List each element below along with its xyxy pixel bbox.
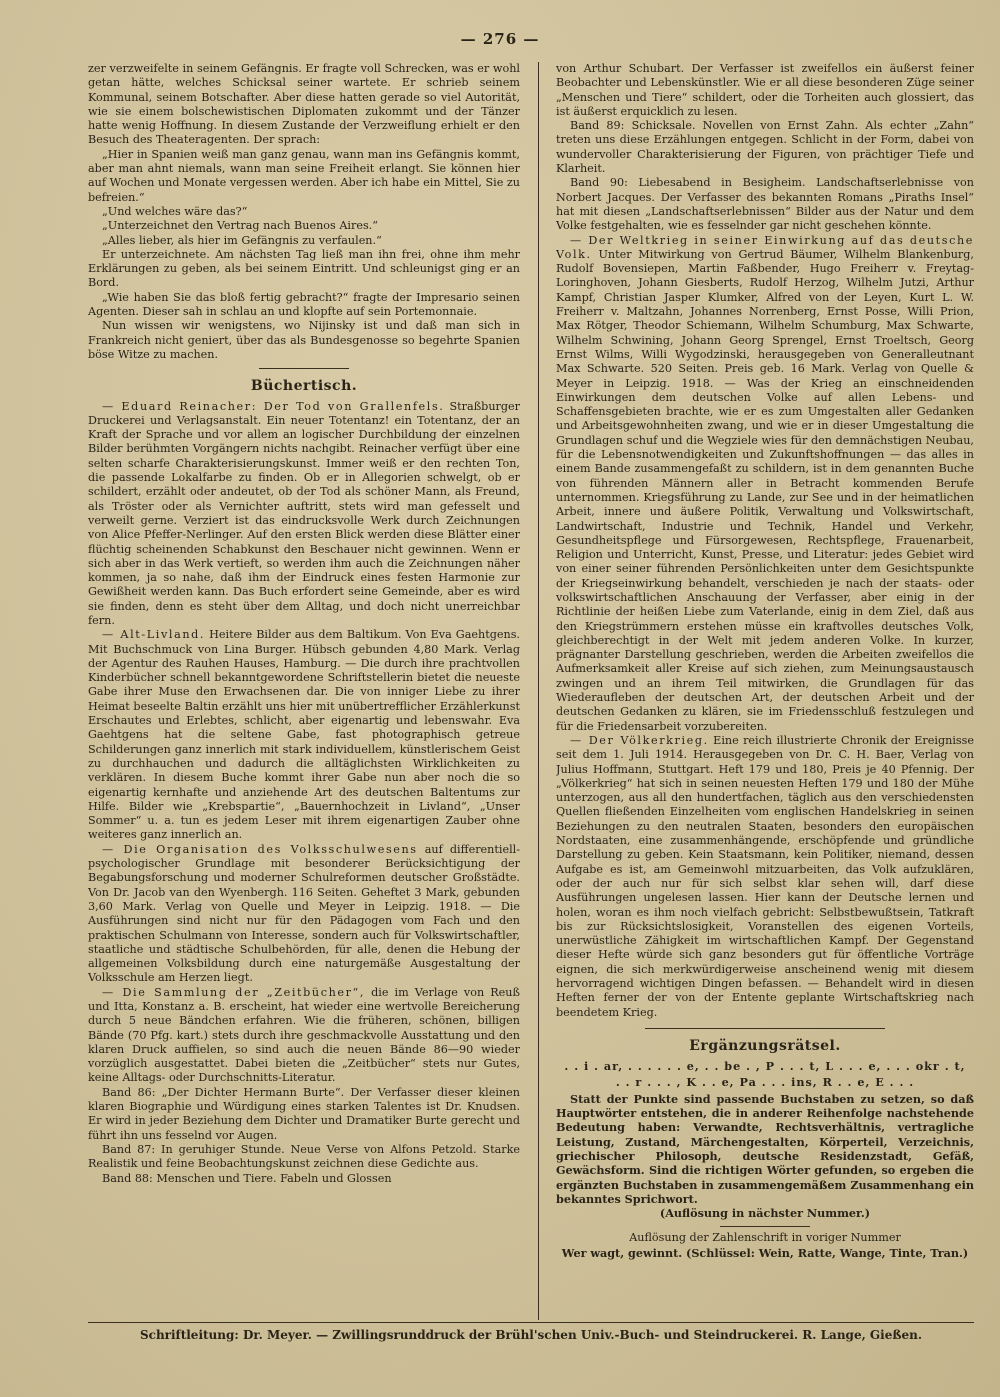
puzzle-text: Statt der Punkte sind passende Buchstaben zu setzen, so daß Hauptwörter entstehen, die in anderer Reihenfolge nachstehende Bedeutung haben: Verwandte, Rechtsverhältnis, vertragliche Leistung, Zustand, Märchengestalten, Körperteil, Verzeichnis, griechischer Philosoph, deutsche Residenzstadt, Gefäß, Gewächsform. Sind die richtigen Wörter gefunden, so ergeben die ergänzten Buchstaben in zusammengemäßem Zusammenhang ein bekanntes Sprichwort. bbox=[556, 1091, 974, 1206]
review-lead: — Alt-Livland. bbox=[102, 628, 206, 642]
right-column bbox=[556, 62, 974, 1317]
separator-rule bbox=[645, 1028, 885, 1029]
review-lead: — Eduard Reinacher: Der Tod von Grallenfels. bbox=[102, 399, 445, 413]
review-text: auf differentiell-psychologischer Grundlage mit besonderer Berücksichtigung der Begabungsforschung und moderner Schulreformen deutscher Großstädte. Von Dr. Jacob van den Wyenbergh. 116 Seiten. Geheftet 3 Mark, gebunden 3,60 Mark. Verlag von Quelle und Meyer in Leipzig. 1918. — Die Ausführungen sind nicht nur für den Pädagogen vom Fach und den praktischen Schulmann von Interesse, sondern auch für Volkswirtschaftler, staatliche und städtische Schulbehörden, für alle, denen die Hebung der allgemeinen Volksbildung durch eine naturgemäße Ausgestaltung der Volksschule am Herzen liegt. bbox=[88, 842, 520, 985]
puzzle-line: . . i . ar, . . . . . . e, . . be . , P . . . t, L . . . e, . . . okr . t, bbox=[564, 1059, 966, 1074]
story-paragraph: „Wie haben Sie das bloß fertig gebracht?“ fragte der Impresario seinen Agenten. Dieser sah in schlau an und klopfte auf sein Portemonnaie. bbox=[88, 290, 520, 319]
review-lead: — Der Weltkrieg in seiner Einwirkung auf das deutsche Volk. bbox=[556, 233, 974, 261]
review-text: Heitere Bilder aus dem Baltikum. Von Eva Gaehtgens. Mit Buchschmuck von Lina Burger. Hübsch gebunden 4,80 Mark. Verlag der Agentur des Rauhen Hauses, Hamburg. — Die durch ihre prachtvollen Kinderbücher schnell bekanntgewordene Schriftstellerin bietet die neueste Gabe ihrer Muse den Erwachsenen dar. Die von inniger Liebe zu ihrer Heimat beseelte Baltin erzählt uns hier mit unübertrefflicher Erzählerkunst Erschautes und Erlebtes, schlicht, aber eigenartig und lebenswahr. Eva Gaehtgens hat die seltene Gabe, fast photographisch getreue Schilderungen ganz innerlich mit stark individuellem, künstlerischem Geist zu durchhauchen und dadurch die alltäglichsten Wirklichkeiten zu verklären. In diesem Buche kommt ihrer Gabe nun aber noch die so eigenartig kernhafte und anziehende Art des deutschen Baltentums zur Hilfe. Bilder wie „Krebspartie“, „Bauernhochzeit in Livland“, „Unser Sommer“ u. a. tun es jedem Leser mit ihrem eigenartigen Zauber ohne weiteres ganz innerlich an. bbox=[88, 628, 520, 842]
story-paragraph: „Und welches wäre das?“ bbox=[102, 204, 248, 218]
story-paragraph: „Alles lieber, als hier im Gefängnis zu verfaulen.“ bbox=[102, 233, 382, 247]
review-text: Unter Mitwirkung von Gertrud Bäumer, Wilhelm Blankenburg, Rudolf Bovensiepen, Martin Faßbender, Hugo Freiherr v. Freytag-Loringhoven, Johann Giesberts, Rudolf Herzog, Wilhelm Jutzi, Arthur Kampf, Christian Jasper Klumker, Alfred von der Leyen, Kurt L. W. Freiherr v. Maltzahn, Johannes Norrenberg, Ernst Posse, Willi Prion, Max Rötger, Theodor Schiemann, Wilhelm Schumburg, Max Schwarte, Wilhelm Schwining, Johann Georg Sprengel, Ernst Troeltsch, Georg Ernst Wilms, Willi Wygodzinski, herausgegeben von Generalleutnant Max Schwarte. 520 Seiten. Preis geb. 16 Mark. Verlag von Quelle & Meyer in Leipzig. 1918. — Was der Krieg an einschneidenden Einwirkungen dem deutschen Volke auf allen Lebens- und Schaffensgebieten brachte, wie er es zum Umgestalten aller Gedanken und Arbeitsgewohnheiten zwang, und wie er in dieser Umgestaltung die Grundlagen schuf und die Wegziele wies für den demnächstigen Neubau, für die Lebensnotwendigkeiten und Zukunftshoffnungen — das alles in einem Bande zusammengefaßt zu schildern, ist in dem genannten Buche von führenden Männern aller in Betracht kommenden Berufe unternommen. Kriegsführung zu Lande, zur See und in der heimatlichen Arbeit, innere und äußere Politik, Verwaltung und Volkswirtschaft, Landwirtschaft, Industrie und Technik, Handel und Verkehr, Gesundheitspflege und Fürsorgewesen, Rechtspflege, Frauenarbeit, Religion und Unterricht, Kunst, Presse, und Literatur: jedes Gebiet wird von einer seiner führenden Persönlichkeiten unter dem Gesichtspunkte der Kriegseinwirkung behandelt, verschieden je nach der staats- oder volkswirtschaftlichen Anschauung der Verfasser, aber einig in der Richtlinie der heißen Liebe zum Vaterlande, einig in dem Ziel, daß aus den Kriegstrümmern erstehen müsse ein kraftvolles deutsches Volk, gleichberechtigt in der Welt mit jedem anderen Volke. In kurzer, prägnanter Darstellung geschrieben, werden die Arbeiten zweifellos die Aufmerksamkeit aller Kreise auf sich ziehen, zum Meinungsaustausch zwingen und an ihrem Teil mitwirken, die Grundlagen für das Wiederaufleben der deutschen Art, der deutschen Arbeit und der deutschen Gedanken zu klären, sie im Friedensschluß festzulegen und für die Friedensarbeit vorzubereiten. bbox=[556, 247, 974, 733]
page-number: — 276 — bbox=[460, 30, 540, 48]
imprint-footer: Schriftleitung: Dr. Meyer. — Zwillingsrunddruck der Brühl'schen Univ.-Buch- und Steindruckerei. R. Lange, Gießen. bbox=[139, 1328, 923, 1342]
review-text: Eine reich illustrierte Chronik der Ereignisse seit dem 1. Juli 1914. Herausgegeben von Dr. C. H. Baer, Verlag von Julius Hoffmann, Stuttgart. Heft 179 und 180, Preis je 40 Pfennig. Der „Völkerkrieg“ hat sich in seinen neuesten Heften 179 und 180 der Mühe unterzogen, aus all den hundertfachen, täglich aus den verschiedensten Quellen fließenden Einzelheiten vom englischen Handelskrieg in seinen Beziehungen zu den neutralen Staaten, besonders den europäischen Nordstaaten, eine zusammenhängende, erschöpfende und gründliche Darstellung zu geben. Kein Staatsmann, kein Politiker, niemand, dessen Aufgabe es ist, am Gemeinwohl mitzuarbeiten, das Volk aufzuklären, oder der auch nur für sich selbst klar sehen will, darf diese Ausführungen ungelesen lassen. Hier kann der Deutsche lernen und holen, woran es ihm noch vielfach gebricht: Selbstbewußtsein, Tatkraft bis zur Rücksichtslosigkeit, Voranstellen des eigenen Vorteils, unerwüstliche Zähigkeit im wirtschaftlichen Kampf. Der Gegenstand dieser Hefte würde sich ganz besonders gut für öffentliche Vorträge eignen, die sich merkwürdigerweise anscheinend wenig mit diesem hervorragend wichtigen Dingen befassen. — Behandelt wird in diesen Heften ferner der von der Entente geplante Wirtschaftskrieg nach beendetem Krieg. bbox=[556, 733, 974, 1019]
footer-rule bbox=[88, 1322, 974, 1323]
review-text: Band 87: In geruhiger Stunde. Neue Verse von Alfons Petzold. Starke Realistik und feine Beobachtungskunst zeichnen diese Gedichte aus. bbox=[88, 1142, 520, 1171]
review-lead: — Die Sammlung der „Zeitbücher“, bbox=[102, 985, 366, 999]
review-text: Band 90: Liebesabend in Besigheim. Landschaftserlebnisse von Norbert Jacques. Der Verfasser des bekannten Romans „Piraths Insel“ hat mit diesen „Landschaftserlebnissen“ Bilder aus der Natur und dem Volke festgehalten, wie es fesselnder gar nicht geschehen könnte. bbox=[556, 176, 974, 233]
column-divider bbox=[538, 62, 539, 1320]
review-lead: — Der Völkerkrieg. bbox=[570, 733, 709, 747]
review-lead: — Die Organisation des Volksschulwesens bbox=[102, 842, 418, 856]
review-text: Straßburger Druckerei und Verlagsanstalt. Ein neuer Totentanz! ein Totentanz, der an Kraft der Sprache und vor allem an logischer Durchbildung der einzelnen Bilder berühmten Vorgängern nichts nachgibt. Reinacher verfügt über eine selten scharfe Charakterisierungskunst. Immer weiß er den rechten Ton, die passende Lokalfarbe zu finden. Ob er in Allegorien schwelgt, ob er schildert, erzählt oder andeutet, ob der Tod als schöner Mann, als Freund, als Tröster oder als Vernichter auftritt, stets wird man gefesselt und verweilt gerne. Verziert ist das eindrucksvolle Werk durch Zeichnungen von Alice Pfeffer-Nerlinger. Auf den ersten Blick werden diese Blätter einer flüchtig scheinenden Schabkunst den Beschauer nicht gewinnen. Wenn er sich aber in das Werk vertieft, so werden ihm auch die Zeichnungen näher kommen, ja so nahe, daß ihm der Eindruck eines festen Harmonie zur Gewißheit werden kann. Das Buch erfordert seine Gemeinde, aber es wird sie finden, denn es steht über dem Alltag, und doch nicht unerreichbar fern. bbox=[88, 399, 520, 627]
story-paragraph: „Hier in Spanien weiß man ganz genau, wann man ins Gefängnis kommt, aber man ahnt niemals, wann man seine Freiheit erlangt. Sie können hier auf Wochen und Monate vergessen werden. Aber ich habe ein Mittel, Sie zu befreien.“ bbox=[88, 147, 520, 204]
story-paragraph: „Unterzeichnet den Vertrag nach Buenos Aires.“ bbox=[102, 219, 378, 233]
review-text: Band 89: Schicksale. Novellen von Ernst Zahn. Als echter „Zahn“ treten uns diese Erzählungen entgegen. Schlicht in der Form, dabei von wundervoller Charakterisierung der Figuren, von prächtiger Tiefe und Klarheit. bbox=[556, 119, 974, 176]
puzzle-note: (Auflösung in nächster Nummer.) bbox=[659, 1206, 871, 1221]
review-text: Band 88: Menschen und Tiere. Fabeln und Glossen bbox=[102, 1171, 392, 1185]
puzzle-line: . . r . . . , K . . e, Pa . . . ins, R . . e, E . . . bbox=[615, 1075, 915, 1090]
story-paragraph: zer verzweifelte in seinem Gefängnis. Er fragte voll Schrecken, was er wohl getan hätte, welches Schicksal seiner wartete. Er schrieb seinem Kommunal, seinem Botschafter. Aber diese hatten gerade so viel Autorität, wie sie einem bolschewistischen Diplomaten zukommt und der Tänzer hatte wenig Hoffnung. In diesem Zustande der Verzweiflung erhielt er den Besuch des Theateragenten. Der sprach: bbox=[88, 62, 520, 147]
solution-title: Auflösung der Zahlenschrift in voriger Nummer bbox=[629, 1231, 901, 1245]
review-text: Band 86: „Der Dichter Hermann Burte“. Der Verfasser dieser kleinen klaren Biographie und Würdigung eines starken Talentes ist Dr. Knudsen. Er wird in jeder Beziehung dem Dichter und Dramatiker Burte gerecht und führt ihn uns fesselnd vor Augen. bbox=[88, 1085, 520, 1142]
review-text: von Arthur Schubart. Der Verfasser ist zweifellos ein äußerst feiner Beobachter und Lebenskünstler. Wie er all diese besonderen Züge seiner „Menschen und Tiere“ schildert, oder die Torheiten auch glossiert, das ist äußerst erquicklich zu lesen. bbox=[556, 62, 974, 118]
puzzle-heading: Ergänzungsrätsel. bbox=[689, 1037, 841, 1054]
section-heading: Büchertisch. bbox=[250, 378, 358, 395]
separator-rule bbox=[259, 368, 349, 369]
story-paragraph: Er unterzeichnete. Am nächsten Tag ließ man ihn frei, ohne ihm mehr Erklärungen zu geben, als bei seinem Eintritt. Und schleunigst ging er an Bord. bbox=[88, 247, 520, 290]
left-column bbox=[88, 62, 520, 1317]
review-text: die im Verlage von Reuß und Itta, Konstanz a. B. erscheint, hat wieder eine wertvolle Bereicherung durch 5 neue Bändchen erfahren. Wie die früheren, schönen, billigen Bände (70 Pfg. kart.) stets durch ihre geschmackvolle Ausstattung und den klaren Druck auffielen, so sind auch die neuen Bände 86—90 wieder vorzüglich ausgestattet. Dabei bieten die „Zeitbücher“ stets nur Gutes, keine Alltags- oder Durchschnitts-Literatur. bbox=[88, 985, 520, 1085]
separator-rule bbox=[720, 1226, 810, 1227]
story-paragraph: Nun wissen wir wenigstens, wo Nijinsky ist und daß man sich in Frankreich nicht geniert, über das als Bundesgenosse so begehrte Spanien böse Witze zu machen. bbox=[88, 319, 520, 361]
solution-text: Wer wagt, gewinnt. (Schlüssel: Wein, Ratte, Wange, Tinte, Tran.) bbox=[561, 1245, 969, 1260]
